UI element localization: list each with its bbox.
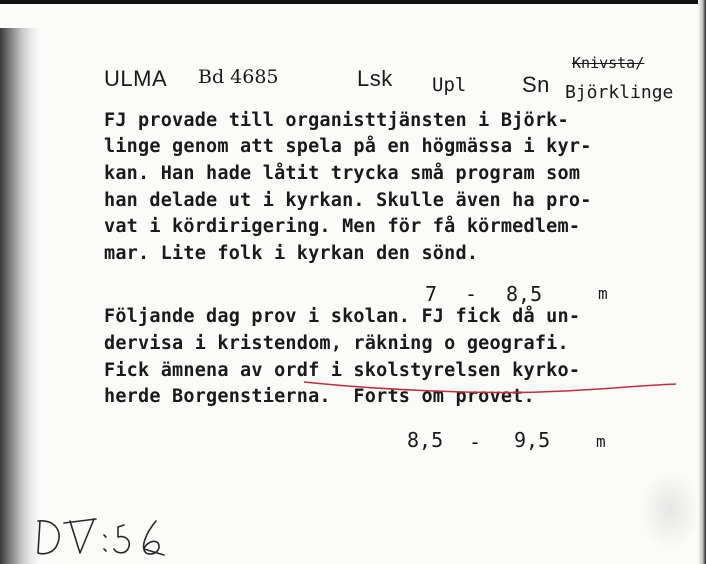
scan-smudge	[640, 470, 700, 550]
handwritten-signature	[34, 515, 184, 559]
measure-to: 9,5	[514, 428, 551, 452]
header-bd: Bd 4685	[198, 66, 279, 88]
measure-from: 7	[425, 282, 438, 306]
text-line: herde Borgenstierna. Forts om provet.	[104, 386, 535, 407]
text-line: kan. Han hade låtit trycka små program som	[104, 163, 581, 184]
header-sn: Sn	[522, 72, 550, 97]
header-parish-struck: Knivsta/	[572, 54, 645, 72]
header-ulma: ULMA	[104, 66, 168, 91]
measure-from: 8,5	[407, 428, 444, 452]
measure-to: 8,5	[506, 282, 543, 306]
measure-unit: m	[596, 432, 606, 451]
text-line: dervisa i kristendom, räkning o geografi.	[104, 333, 569, 354]
header-parish: Björklinge	[565, 82, 674, 103]
measure-unit: m	[598, 284, 608, 303]
text-line: mar. Lite folk i kyrkan den sönd.	[104, 243, 479, 264]
header-upl: Upl	[432, 74, 467, 96]
scan-top-border	[0, 0, 706, 4]
header-lsk: Lsk	[357, 66, 393, 91]
measure-dash: -	[469, 430, 482, 454]
measure-dash: -	[465, 282, 478, 306]
red-underline	[300, 376, 680, 406]
scan-left-edge	[0, 28, 40, 564]
text-line: Fick ämnena av ordf i skolstyrelsen kyrko-	[104, 360, 581, 381]
text-line: linge genom att spela på en högmässa i kyr-	[104, 136, 592, 157]
text-line: FJ provade till organisttjänsten i Björk-	[104, 110, 569, 131]
text-line: Följande dag prov i skolan. FJ fick då un-	[104, 306, 581, 327]
text-line: han delade ut i kyrkan. Skulle även ha pro-	[104, 190, 592, 211]
text-line: vat i kördirigering. Men för få körmedlem-	[104, 216, 581, 237]
